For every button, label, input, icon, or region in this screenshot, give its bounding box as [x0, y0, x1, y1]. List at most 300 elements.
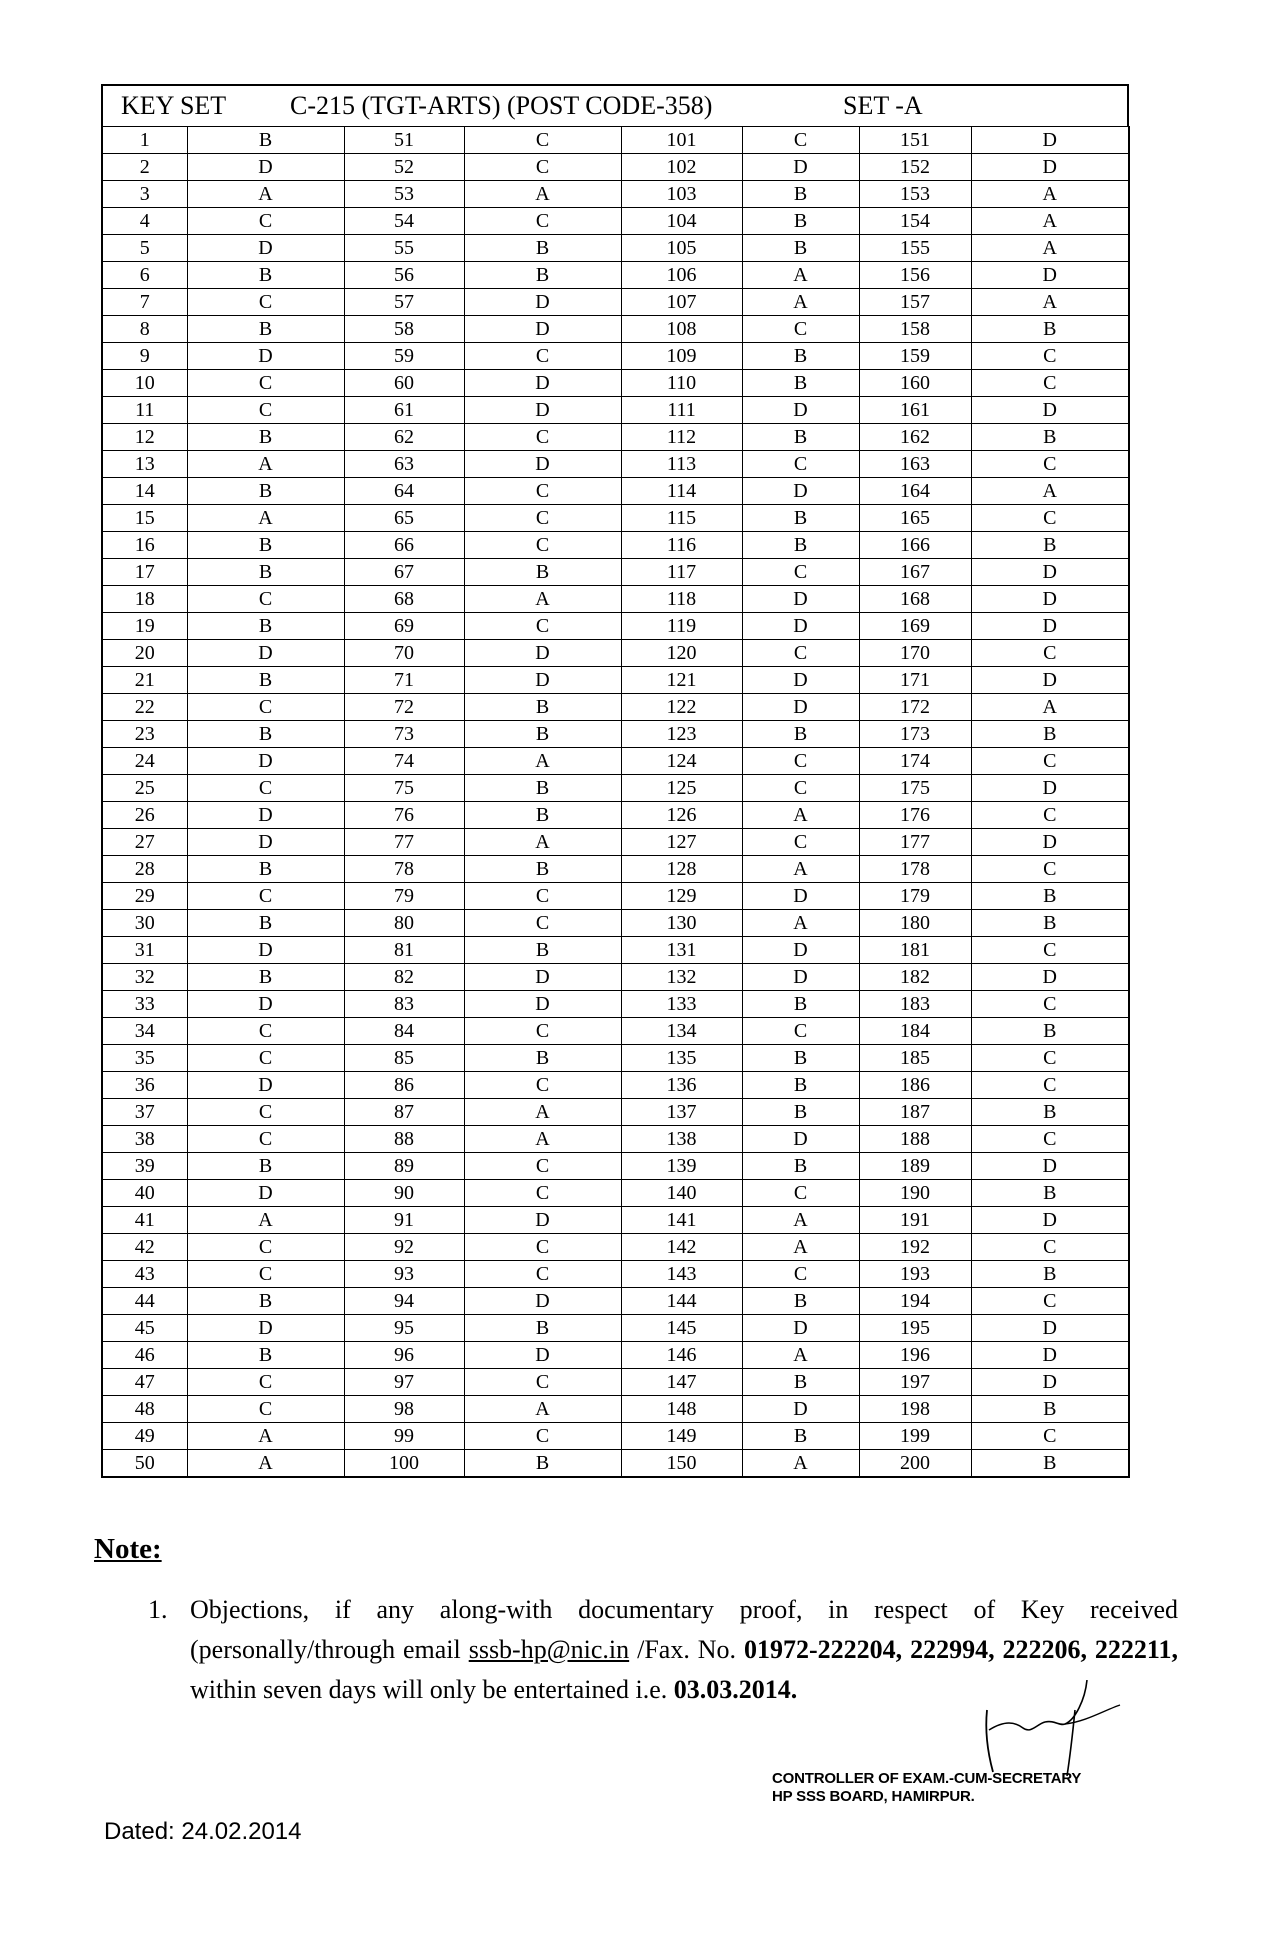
question-number: 55	[344, 235, 464, 262]
question-number: 144	[621, 1288, 742, 1315]
answer-option: B	[742, 424, 859, 451]
answer-option: C	[971, 991, 1129, 1018]
question-number: 77	[344, 829, 464, 856]
answer-option: D	[742, 154, 859, 181]
question-number: 199	[859, 1423, 971, 1450]
answer-key-row	[102, 478, 1129, 505]
answer-option: D	[971, 613, 1129, 640]
question-number: 7	[102, 289, 187, 316]
question-number: 135	[621, 1045, 742, 1072]
question-number: 157	[859, 289, 971, 316]
answer-option: B	[742, 1045, 859, 1072]
answer-option: C	[971, 343, 1129, 370]
question-number: 183	[859, 991, 971, 1018]
question-number: 193	[859, 1261, 971, 1288]
answer-option: B	[971, 424, 1129, 451]
answer-option: C	[187, 1234, 344, 1261]
answer-option: A	[742, 289, 859, 316]
question-number: 9	[102, 343, 187, 370]
answer-key-row	[102, 532, 1129, 559]
question-number: 118	[621, 586, 742, 613]
question-number: 48	[102, 1396, 187, 1423]
answer-key-row	[102, 397, 1129, 424]
note-text-part: Objections, if any along-with documentary proof, in respect of Key received (personally/through email	[190, 1595, 1178, 1664]
question-number: 3	[102, 181, 187, 208]
answer-option: B	[742, 721, 859, 748]
answer-option: C	[464, 532, 621, 559]
signature-scribble	[975, 1680, 1125, 1780]
answer-option: C	[464, 910, 621, 937]
answer-option: B	[971, 1018, 1129, 1045]
question-number: 32	[102, 964, 187, 991]
answer-option: C	[464, 505, 621, 532]
answer-key-row	[102, 235, 1129, 262]
answer-option: C	[464, 613, 621, 640]
question-number: 105	[621, 235, 742, 262]
answer-option: B	[742, 1369, 859, 1396]
question-number: 75	[344, 775, 464, 802]
answer-option: B	[187, 964, 344, 991]
question-number: 44	[102, 1288, 187, 1315]
answer-option: C	[971, 1423, 1129, 1450]
answer-option: B	[464, 721, 621, 748]
question-number: 17	[102, 559, 187, 586]
question-number: 89	[344, 1153, 464, 1180]
answer-key-row	[102, 424, 1129, 451]
answer-option: D	[464, 964, 621, 991]
answer-option: D	[971, 154, 1129, 181]
question-number: 79	[344, 883, 464, 910]
answer-option: A	[971, 694, 1129, 721]
question-number: 181	[859, 937, 971, 964]
answer-key-row	[102, 964, 1129, 991]
question-number: 100	[344, 1450, 464, 1478]
answer-key-row	[102, 991, 1129, 1018]
answer-option: D	[971, 1315, 1129, 1342]
question-number: 40	[102, 1180, 187, 1207]
answer-key-header	[101, 84, 1129, 126]
question-number: 192	[859, 1234, 971, 1261]
answer-option: C	[187, 370, 344, 397]
answer-key-row	[102, 910, 1129, 937]
question-number: 139	[621, 1153, 742, 1180]
question-number: 19	[102, 613, 187, 640]
answer-key-row	[102, 289, 1129, 316]
question-number: 92	[344, 1234, 464, 1261]
question-number: 35	[102, 1045, 187, 1072]
question-number: 62	[344, 424, 464, 451]
question-number: 194	[859, 1288, 971, 1315]
answer-option: C	[464, 154, 621, 181]
question-number: 64	[344, 478, 464, 505]
answer-key-row	[102, 1018, 1129, 1045]
question-number: 47	[102, 1369, 187, 1396]
question-number: 20	[102, 640, 187, 667]
answer-option: B	[464, 694, 621, 721]
answer-option: D	[971, 1153, 1129, 1180]
question-number: 174	[859, 748, 971, 775]
answer-key-row	[102, 613, 1129, 640]
answer-key-row	[102, 316, 1129, 343]
answer-option: D	[971, 667, 1129, 694]
question-number: 168	[859, 586, 971, 613]
question-number: 6	[102, 262, 187, 289]
question-number: 191	[859, 1207, 971, 1234]
question-number: 188	[859, 1126, 971, 1153]
question-number: 119	[621, 613, 742, 640]
answer-option: C	[742, 559, 859, 586]
answer-option: D	[742, 1315, 859, 1342]
answer-option: B	[187, 127, 344, 154]
answer-option: B	[742, 532, 859, 559]
answer-key-row	[102, 586, 1129, 613]
question-number: 154	[859, 208, 971, 235]
answer-option: B	[742, 1072, 859, 1099]
question-number: 180	[859, 910, 971, 937]
question-number: 116	[621, 532, 742, 559]
answer-option: B	[464, 856, 621, 883]
question-number: 56	[344, 262, 464, 289]
question-number: 16	[102, 532, 187, 559]
answer-option: B	[742, 1099, 859, 1126]
answer-option: B	[187, 910, 344, 937]
question-number: 69	[344, 613, 464, 640]
answer-option: C	[971, 1126, 1129, 1153]
question-number: 104	[621, 208, 742, 235]
answer-option: C	[187, 1018, 344, 1045]
question-number: 132	[621, 964, 742, 991]
answer-key-row	[102, 1450, 1129, 1478]
answer-option: C	[464, 1072, 621, 1099]
answer-option: B	[742, 370, 859, 397]
answer-option: D	[742, 964, 859, 991]
question-number: 160	[859, 370, 971, 397]
answer-key-row	[102, 181, 1129, 208]
answer-option: D	[971, 1207, 1129, 1234]
answer-option: B	[971, 910, 1129, 937]
question-number: 103	[621, 181, 742, 208]
answer-option: B	[187, 559, 344, 586]
answer-option: B	[742, 991, 859, 1018]
answer-option: D	[187, 640, 344, 667]
answer-option: C	[187, 1099, 344, 1126]
question-number: 22	[102, 694, 187, 721]
question-number: 95	[344, 1315, 464, 1342]
question-number: 198	[859, 1396, 971, 1423]
answer-key-row	[102, 829, 1129, 856]
question-number: 86	[344, 1072, 464, 1099]
question-number: 43	[102, 1261, 187, 1288]
question-number: 106	[621, 262, 742, 289]
answer-key-row	[102, 775, 1129, 802]
question-number: 134	[621, 1018, 742, 1045]
answer-option: C	[971, 1072, 1129, 1099]
answer-key-row	[102, 1072, 1129, 1099]
answer-key-row	[102, 1045, 1129, 1072]
question-number: 170	[859, 640, 971, 667]
answer-option: B	[742, 343, 859, 370]
question-number: 165	[859, 505, 971, 532]
answer-option: A	[742, 1342, 859, 1369]
answer-option: D	[464, 640, 621, 667]
question-number: 73	[344, 721, 464, 748]
answer-option: B	[971, 1180, 1129, 1207]
question-number: 94	[344, 1288, 464, 1315]
question-number: 146	[621, 1342, 742, 1369]
answer-option: B	[464, 262, 621, 289]
question-number: 51	[344, 127, 464, 154]
answer-option: C	[971, 370, 1129, 397]
question-number: 182	[859, 964, 971, 991]
answer-option: B	[187, 856, 344, 883]
answer-key-row	[102, 721, 1129, 748]
question-number: 123	[621, 721, 742, 748]
answer-option: B	[187, 316, 344, 343]
answer-option: A	[187, 181, 344, 208]
answer-option: B	[464, 559, 621, 586]
question-number: 136	[621, 1072, 742, 1099]
question-number: 24	[102, 748, 187, 775]
question-number: 63	[344, 451, 464, 478]
answer-option: A	[187, 1207, 344, 1234]
answer-key-row	[102, 1261, 1129, 1288]
answer-option: D	[971, 964, 1129, 991]
answer-key-row	[102, 1369, 1129, 1396]
question-number: 102	[621, 154, 742, 181]
answer-option: B	[971, 883, 1129, 910]
answer-option: C	[742, 1261, 859, 1288]
question-number: 200	[859, 1450, 971, 1478]
note-number: 1.	[148, 1595, 168, 1624]
question-number: 29	[102, 883, 187, 910]
question-number: 101	[621, 127, 742, 154]
question-number: 177	[859, 829, 971, 856]
answer-option: C	[187, 1261, 344, 1288]
question-number: 65	[344, 505, 464, 532]
question-number: 107	[621, 289, 742, 316]
answer-option: D	[464, 370, 621, 397]
answer-option: C	[187, 586, 344, 613]
answer-option: B	[742, 1288, 859, 1315]
question-number: 137	[621, 1099, 742, 1126]
question-number: 70	[344, 640, 464, 667]
answer-key-row	[102, 1315, 1129, 1342]
answer-option: C	[464, 1153, 621, 1180]
answer-option: C	[742, 640, 859, 667]
question-number: 120	[621, 640, 742, 667]
answer-option: B	[187, 1288, 344, 1315]
answer-option: D	[187, 829, 344, 856]
answer-option: D	[742, 937, 859, 964]
question-number: 15	[102, 505, 187, 532]
answer-option: C	[464, 1234, 621, 1261]
answer-option: C	[971, 505, 1129, 532]
answer-option: B	[464, 235, 621, 262]
answer-option: C	[464, 1261, 621, 1288]
question-number: 46	[102, 1342, 187, 1369]
question-number: 97	[344, 1369, 464, 1396]
question-number: 145	[621, 1315, 742, 1342]
answer-key-row	[102, 1180, 1129, 1207]
question-number: 41	[102, 1207, 187, 1234]
question-number: 27	[102, 829, 187, 856]
answer-key-row	[102, 748, 1129, 775]
answer-option: B	[464, 802, 621, 829]
answer-option: A	[742, 1234, 859, 1261]
key-set-label: KEY SET	[121, 91, 227, 120]
answer-option: D	[187, 748, 344, 775]
question-number: 26	[102, 802, 187, 829]
question-number: 1	[102, 127, 187, 154]
answer-key-row	[102, 1342, 1129, 1369]
note-text-part: within seven days will only be entertained i.e.	[190, 1675, 674, 1704]
question-number: 197	[859, 1369, 971, 1396]
answer-key-row	[102, 883, 1129, 910]
question-number: 45	[102, 1315, 187, 1342]
answer-option: C	[971, 856, 1129, 883]
answer-option: D	[971, 559, 1129, 586]
question-number: 125	[621, 775, 742, 802]
email-link[interactable]: sssb-hp@nic.in	[468, 1635, 630, 1664]
answer-option: A	[742, 802, 859, 829]
question-number: 99	[344, 1423, 464, 1450]
answer-option: C	[187, 775, 344, 802]
answer-option: D	[464, 397, 621, 424]
question-number: 141	[621, 1207, 742, 1234]
answer-key-row	[102, 451, 1129, 478]
answer-option: D	[971, 1369, 1129, 1396]
answer-option: C	[464, 1423, 621, 1450]
answer-option: A	[742, 856, 859, 883]
answer-option: B	[464, 775, 621, 802]
answer-option: C	[742, 127, 859, 154]
answer-option: C	[187, 208, 344, 235]
answer-option: B	[187, 721, 344, 748]
question-number: 82	[344, 964, 464, 991]
answer-option: C	[971, 451, 1129, 478]
last-date: 03.03.2014.	[673, 1675, 798, 1704]
answer-key-row	[102, 127, 1129, 154]
answer-option: A	[464, 748, 621, 775]
question-number: 112	[621, 424, 742, 451]
signatory-office: HP SSS BOARD, HAMIRPUR.	[772, 1788, 975, 1805]
question-number: 90	[344, 1180, 464, 1207]
answer-option: B	[971, 1099, 1129, 1126]
question-number: 126	[621, 802, 742, 829]
answer-key-row	[102, 1288, 1129, 1315]
question-number: 96	[344, 1342, 464, 1369]
answer-option: C	[187, 289, 344, 316]
question-number: 184	[859, 1018, 971, 1045]
answer-key-row	[102, 640, 1129, 667]
question-number: 176	[859, 802, 971, 829]
answer-key-row	[102, 505, 1129, 532]
question-number: 138	[621, 1126, 742, 1153]
question-number: 163	[859, 451, 971, 478]
answer-option: D	[742, 478, 859, 505]
question-number: 153	[859, 181, 971, 208]
answer-option: D	[187, 991, 344, 1018]
question-number: 67	[344, 559, 464, 586]
answer-option: A	[464, 1099, 621, 1126]
question-number: 127	[621, 829, 742, 856]
answer-option: C	[742, 316, 859, 343]
question-number: 133	[621, 991, 742, 1018]
question-number: 58	[344, 316, 464, 343]
question-number: 11	[102, 397, 187, 424]
question-number: 23	[102, 721, 187, 748]
question-number: 172	[859, 694, 971, 721]
answer-option: B	[971, 316, 1129, 343]
question-number: 57	[344, 289, 464, 316]
question-number: 152	[859, 154, 971, 181]
answer-option: D	[971, 127, 1129, 154]
answer-option: D	[742, 694, 859, 721]
answer-key-row	[102, 1153, 1129, 1180]
exam-code-title: C-215 (TGT-ARTS) (POST CODE-358)	[290, 91, 713, 120]
question-number: 39	[102, 1153, 187, 1180]
answer-option: D	[971, 1342, 1129, 1369]
answer-option: B	[971, 532, 1129, 559]
answer-option: D	[971, 829, 1129, 856]
answer-option: D	[464, 991, 621, 1018]
question-number: 175	[859, 775, 971, 802]
answer-option: D	[187, 235, 344, 262]
answer-option: B	[742, 235, 859, 262]
question-number: 8	[102, 316, 187, 343]
question-number: 121	[621, 667, 742, 694]
answer-key-row	[102, 208, 1129, 235]
question-number: 38	[102, 1126, 187, 1153]
question-number: 195	[859, 1315, 971, 1342]
question-number: 30	[102, 910, 187, 937]
answer-option: B	[742, 1423, 859, 1450]
question-number: 78	[344, 856, 464, 883]
question-number: 88	[344, 1126, 464, 1153]
answer-option: A	[971, 235, 1129, 262]
question-number: 171	[859, 667, 971, 694]
question-number: 28	[102, 856, 187, 883]
answer-option: C	[464, 883, 621, 910]
answer-option: B	[187, 1342, 344, 1369]
answer-option: B	[187, 478, 344, 505]
answer-option: C	[742, 829, 859, 856]
signatory-block	[772, 1770, 1081, 1806]
answer-option: B	[187, 262, 344, 289]
question-number: 52	[344, 154, 464, 181]
question-number: 178	[859, 856, 971, 883]
question-number: 4	[102, 208, 187, 235]
answer-option: C	[187, 1045, 344, 1072]
note-heading: Note:	[94, 1533, 162, 1565]
answer-option: B	[971, 1261, 1129, 1288]
answer-key-row	[102, 1234, 1129, 1261]
answer-option: B	[464, 1450, 621, 1478]
answer-key-row	[102, 154, 1129, 181]
answer-option: D	[187, 154, 344, 181]
question-number: 158	[859, 316, 971, 343]
answer-option: C	[187, 694, 344, 721]
answer-option: C	[464, 343, 621, 370]
answer-option: B	[187, 424, 344, 451]
answer-option: D	[464, 289, 621, 316]
answer-option: D	[971, 397, 1129, 424]
answer-option: D	[464, 451, 621, 478]
question-number: 53	[344, 181, 464, 208]
answer-option: A	[464, 1126, 621, 1153]
answer-option: A	[464, 586, 621, 613]
question-number: 42	[102, 1234, 187, 1261]
